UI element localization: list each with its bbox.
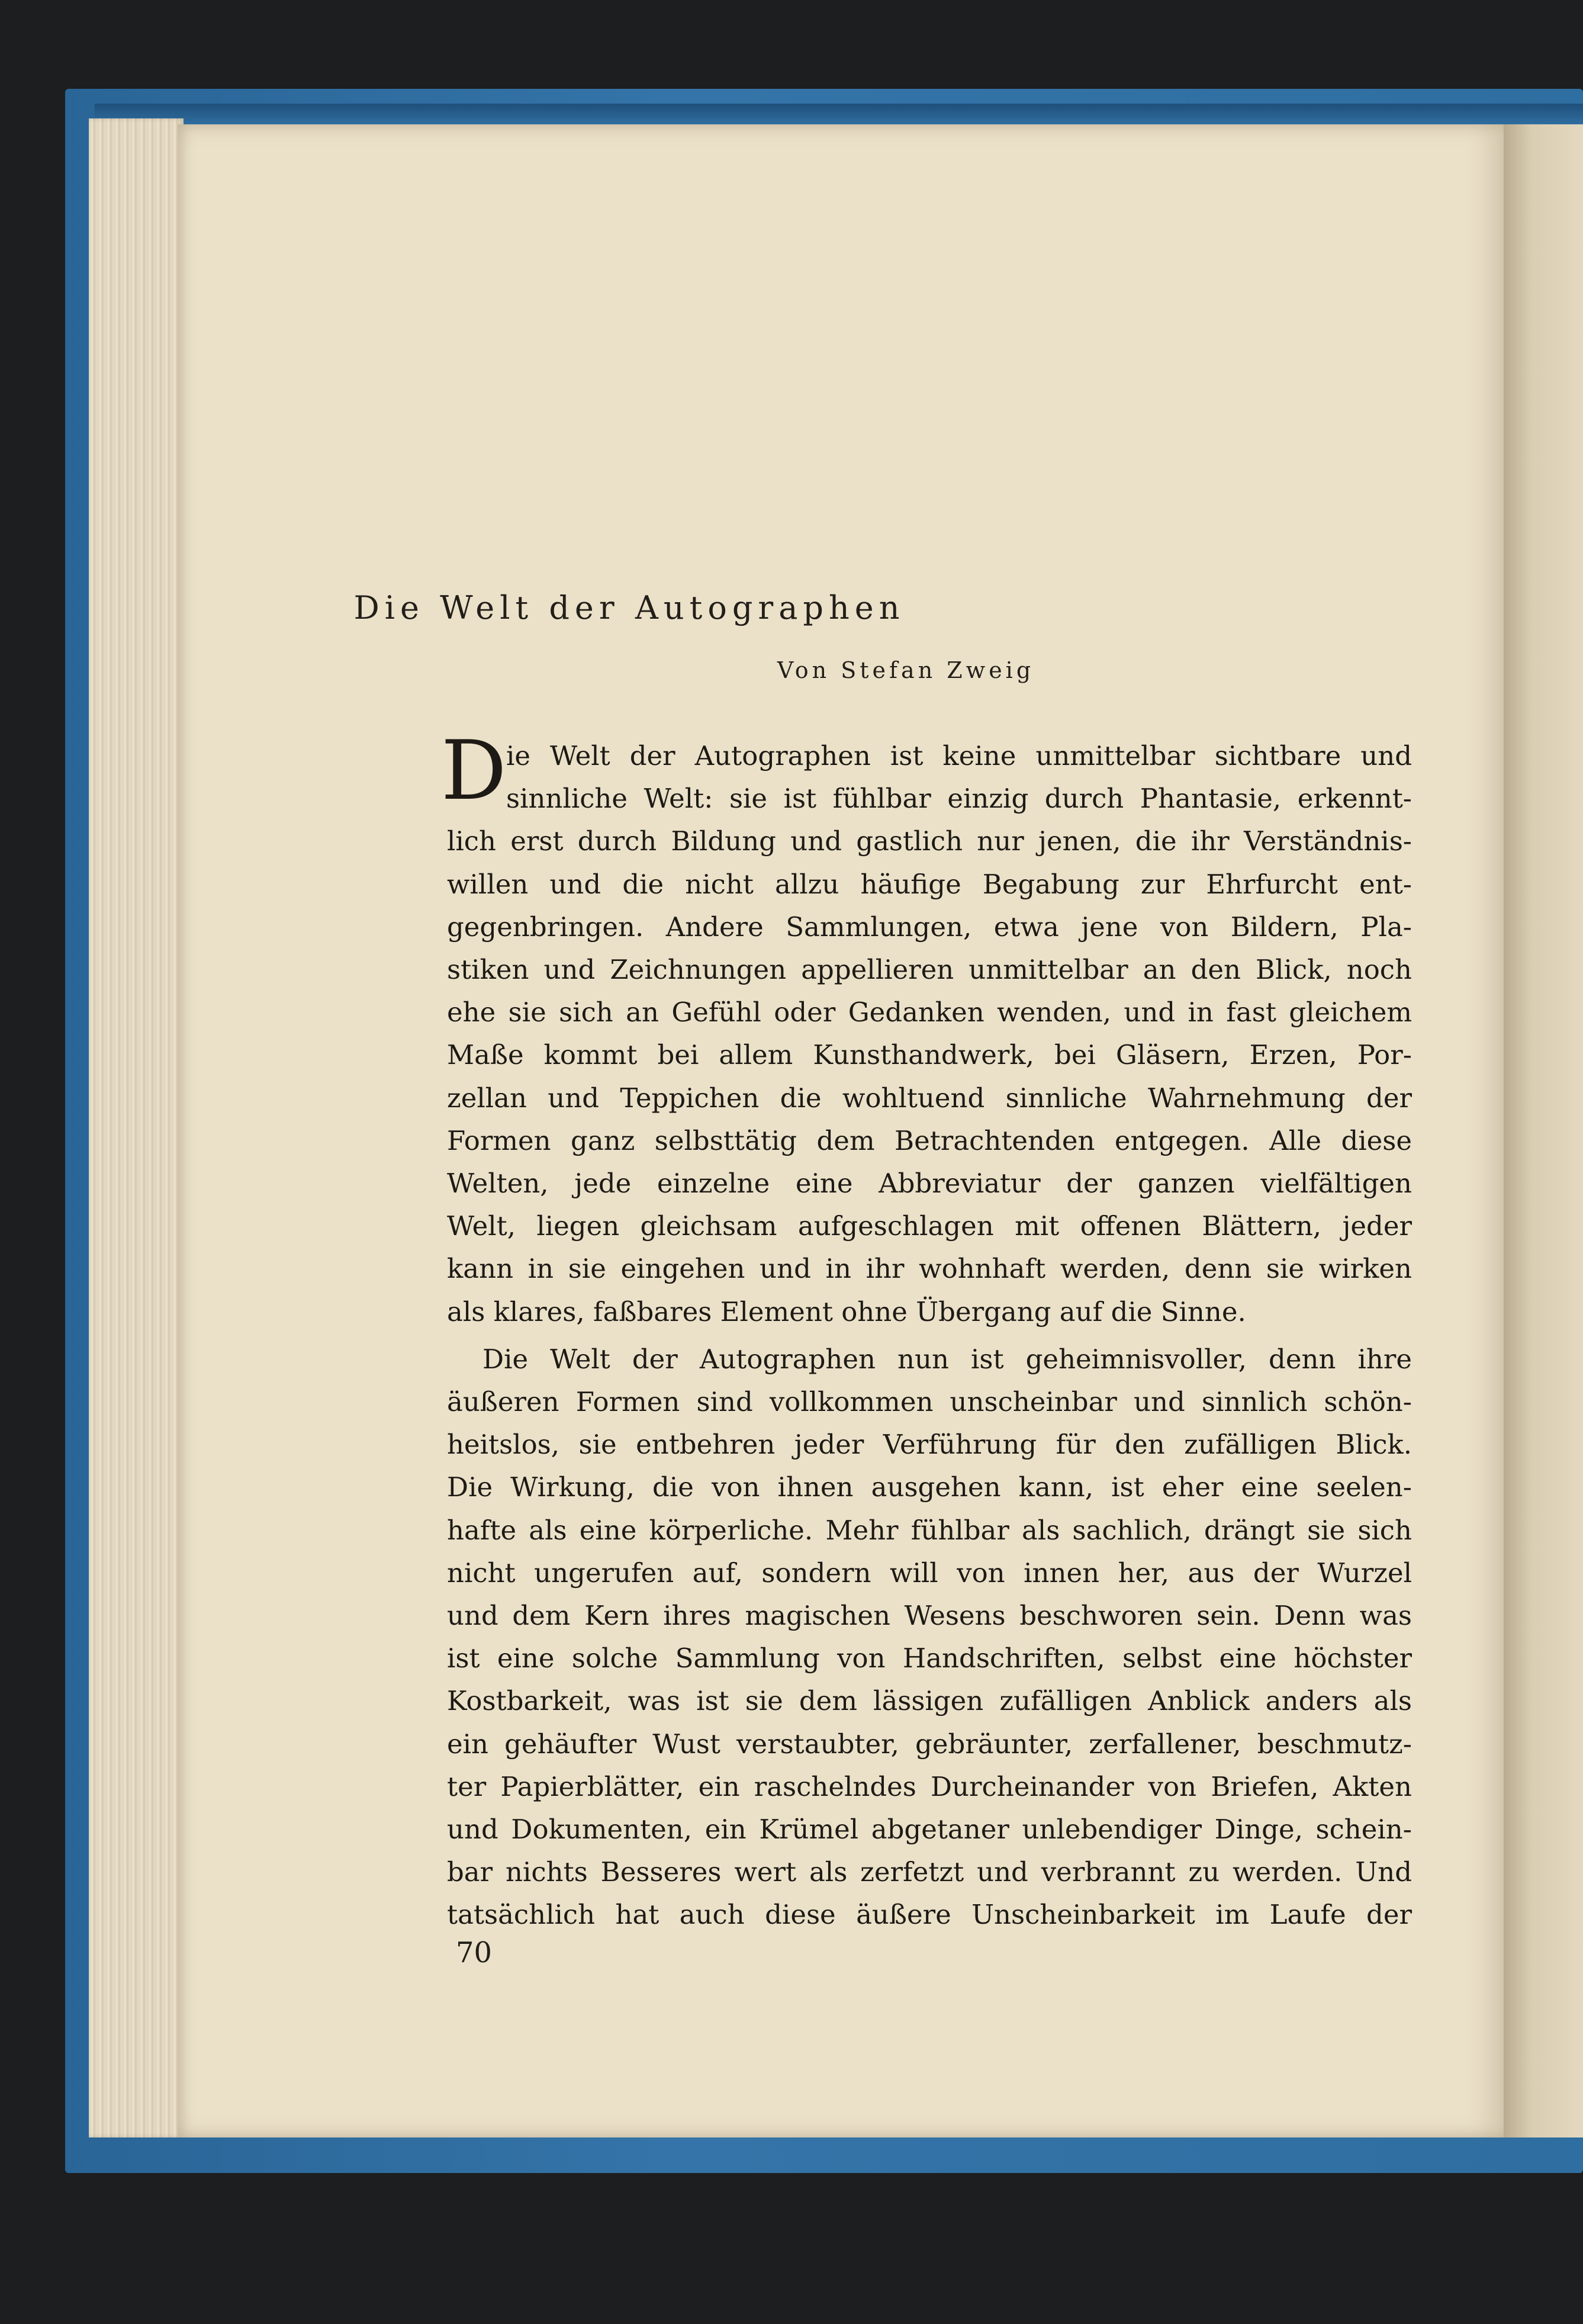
text-line: ter Papierblätter, ein raschelndes Durcheinander von Briefen, Akten bbox=[447, 1770, 1412, 1802]
text-line: ie Welt der Autographen ist keine unmittelbar sichtbare und bbox=[506, 740, 1412, 772]
text-line: nicht ungerufen auf, sondern will von innen her, aus der Wurzel bbox=[447, 1557, 1412, 1589]
text-line: Die Welt der Autographen nun ist geheimnisvoller, denn ihre bbox=[482, 1343, 1412, 1375]
text-line: und Dokumenten, ein Krümel abgetaner unlebendiger Dinge, schein- bbox=[447, 1814, 1412, 1845]
text-line: äußeren Formen sind vollkommen unscheinbar und sinnlich schön- bbox=[447, 1386, 1412, 1417]
drop-cap: D bbox=[441, 723, 507, 818]
text-line: lich erst durch Bildung und gastlich nur jenen, die ihr Verständnis- bbox=[447, 825, 1412, 857]
text-line: ehe sie sich an Gefühl oder Gedanken wenden, und in fast gleichem bbox=[447, 997, 1412, 1028]
cover-edge bbox=[95, 104, 1583, 124]
text-line: hafte als eine körperliche. Mehr fühlbar als sachlich, drängt sie sich bbox=[447, 1514, 1412, 1546]
text-line: und dem Kern ihres magischen Wesens beschworen sein. Denn was bbox=[447, 1600, 1412, 1631]
text-line: gegenbringen. Andere Sammlungen, etwa jene von Bildern, Pla- bbox=[447, 911, 1412, 943]
text-line: ist eine solche Sammlung von Handschriften, selbst eine höchster bbox=[447, 1642, 1412, 1674]
facing-page bbox=[1504, 124, 1583, 2137]
text-line: Die Wirkung, die von ihnen ausgehen kann, ist eher eine seelen- bbox=[447, 1471, 1412, 1503]
text-line: Formen ganz selbsttätig dem Betrachtenden entgegen. Alle diese bbox=[447, 1124, 1412, 1156]
text-line: Welten, jede einzelne eine Abbreviatur der ganzen vielfältigen bbox=[447, 1168, 1412, 1199]
text-line: bar nichts Besseres wert als zerfetzt und verbrannt zu werden. Und bbox=[447, 1856, 1412, 1888]
text-line: kann in sie eingehen und in ihr wohnhaft werden, denn sie wirken bbox=[447, 1253, 1412, 1285]
article-title: Die Welt der Autographen bbox=[353, 589, 905, 626]
text-line: sinnliche Welt: sie ist fühlbar einzig durch Phantasie, erkennt- bbox=[506, 783, 1412, 815]
text-line: Maße kommt bei allem Kunsthandwerk, bei Gläsern, Erzen, Por- bbox=[447, 1039, 1412, 1071]
page-number: 70 bbox=[456, 1936, 493, 1969]
text-line: ein gehäufter Wust verstaubter, gebräunter, zerfallener, beschmutz- bbox=[447, 1728, 1412, 1760]
text-line: zellan und Teppichen die wohltuend sinnliche Wahrnehmung der bbox=[447, 1082, 1412, 1114]
text-line: stiken und Zeichnungen appellieren unmittelbar an den Blick, noch bbox=[447, 954, 1412, 985]
text-line: Welt, liegen gleichsam aufgeschlagen mit offenen Blättern, jeder bbox=[447, 1210, 1412, 1242]
article-author: Von Stefan Zweig bbox=[777, 657, 1035, 683]
text-line: tatsächlich hat auch diese äußere Unscheinbarkeit im Laufe der bbox=[447, 1899, 1412, 1931]
text-line: als klares, faßbares Element ohne Übergang auf die Sinne. bbox=[447, 1296, 1246, 1327]
text-line: heitslos, sie entbehren jeder Verführung für den zufälligen Blick. bbox=[447, 1429, 1412, 1461]
text-line: willen und die nicht allzu häufige Begabung zur Ehrfurcht ent- bbox=[447, 868, 1412, 900]
page-edges bbox=[89, 118, 184, 2137]
text-line: Kostbarkeit, was ist sie dem lässigen zufälligen Anblick anders als bbox=[447, 1685, 1412, 1717]
